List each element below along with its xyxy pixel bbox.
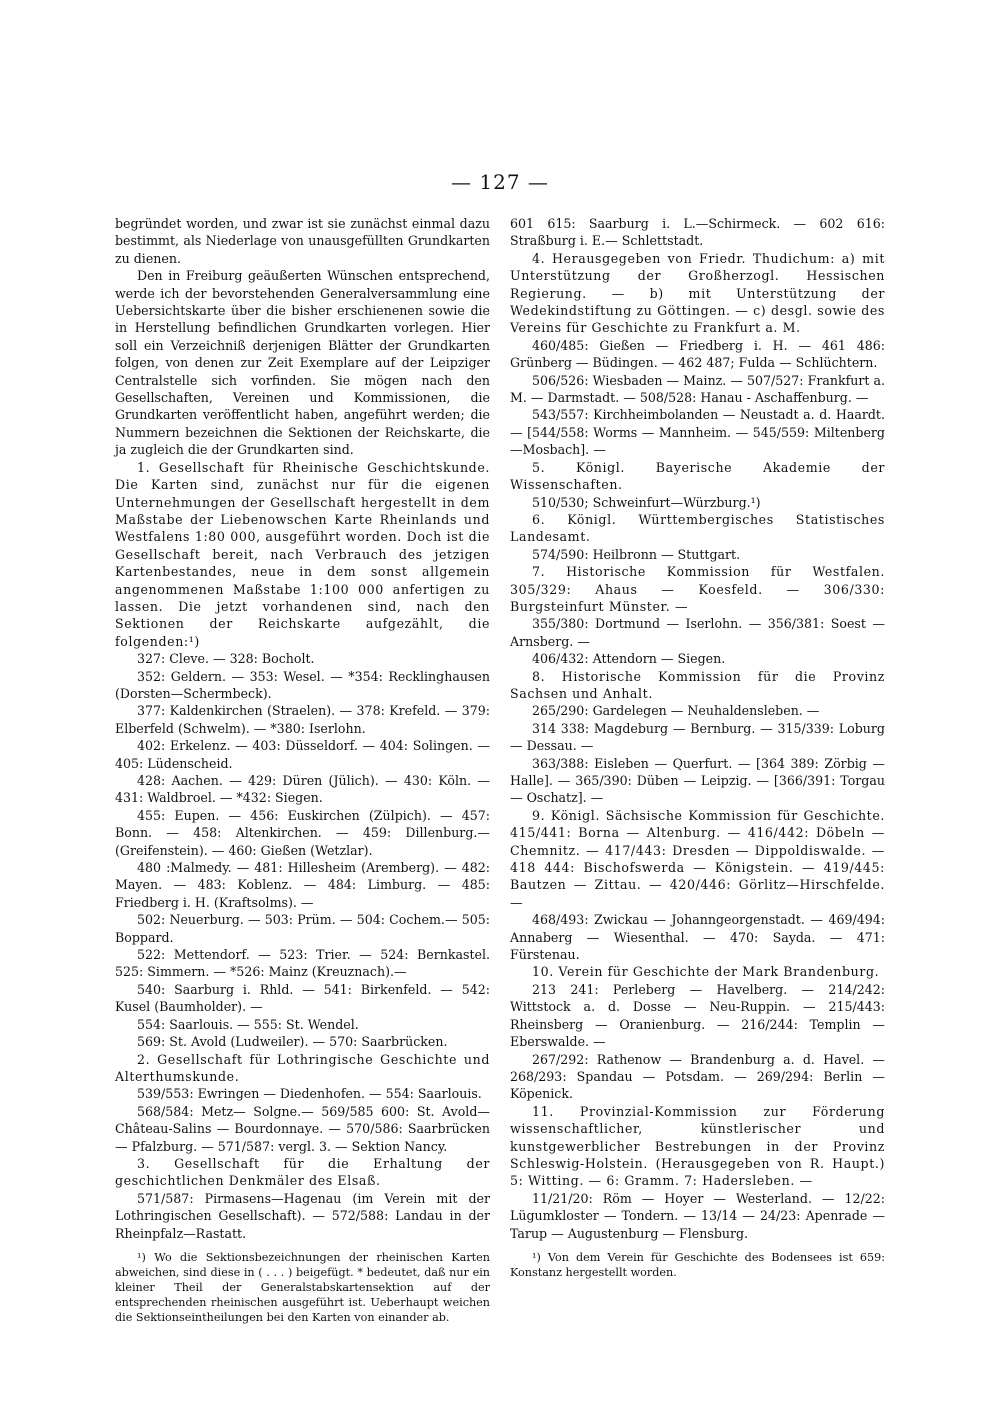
text-paragraph: begründet worden, und zwar ist sie zunächst einmal dazu bestimmt, als Niederlage von unausgefüllten Grundkarten zu dienen. [115, 216, 490, 266]
text-paragraph: 213 241: Perleberg — Havelberg. — 214/242: Wittstock a. d. Dosse — Neu-Ruppin. — 215/443: Rheinsberg — Oranienburg. — 216/244: Templin — Eberswalde. — [510, 981, 885, 1050]
section-heading-paragraph: 7. Historische Kommission für Westfalen. 305/329: Ahaus — Koesfeld. — 306/330: Burgsteinfurt Münster. — [510, 564, 885, 614]
text-paragraph: 267/292: Rathenow — Brandenburg a. d. Havel. — 268/293: Spandau — Potsdam. — 269/294: Berlin — Köpenick. [510, 1051, 885, 1102]
section-heading-paragraph: 10. Verein für Geschichte der Mark Brandenburg. [532, 964, 880, 980]
text-paragraph: 522: Mettendorf. — 523: Trier. — 524: Bernkastel. 525: Simmern. — *526: Mainz (Kreuznach).— [115, 947, 490, 980]
text-paragraph: 480 :Malmedy. — 481: Hillesheim (Aremberg). — 482: Mayen. — 483: Koblenz. — 484: Limburg. — 485: Friedberg i. H. (Kraftsolms). — [115, 860, 490, 910]
text-paragraph: 406/432: Attendorn — Siegen. [532, 651, 726, 667]
text-paragraph: 355/380: Dortmund — Iserlohn. — 356/381: Soest —Arnsberg. — [510, 616, 885, 649]
footnote-separator [510, 1242, 885, 1250]
page-number: — 127 — [451, 170, 549, 194]
text-paragraph: 11/21/20: Röm — Hoyer — Westerland. — 12/22: Lügumkloster — Tondern. — 13/14 — 24/23: Apenrade — Tarup — Augustenburg — Flensburg. [510, 1190, 885, 1241]
section-heading-paragraph: 1. Gesellschaft für Rheinische Geschichtskunde. Die Karten sind, zunächst nur für die eigenen Unternehmungen der Gesellschaft hergestellt in dem Maßstabe der Liebenowschen Karte Rheinlands und Westfalens 1:80 000, ausgeführt worden. Doch ist die Gesellschaft bereit, nach Verbrauch des jetzigen Kartenbestandes, neue in dem sonst allgemein angenommenen Maßstabe 1:100 000 anfertigen zu lassen. Die jetzt vorhandenen sind, nach den Sektionen der Reichskarte aufgezählt, die folgenden:¹) [115, 459, 490, 649]
text-paragraph: 327: Cleve. — 328: Bocholt. [137, 651, 315, 667]
text-paragraph: Den in Freiburg geäußerten Wünschen entsprechend, werde ich der bevorstehenden Generalversammlung eine Uebersichtskarte über die bisher erschienenen sowie die in Herstellung befindlichen Grundkarten vorlegen. Hier soll ein Verzeichniß derjenigen Blätter der Grundkarten folgen, von denen zur Zeit Exemplare auf der Leipziger Centralstelle sich vorfinden. Sie mögen nach den Gesellschaften, Vereinen und Kommissionen, die Grundkarten veröffentlicht haben, angeführt werden; die Nummern bezeichnen die Sektionen der Reichskarte, die ja zugleich die der Grundkarten sind. [115, 268, 490, 458]
section-heading-paragraph: 4. Herausgegeben von Friedr. Thudichum: a) mit Unterstützung der Großherzogl. Hessischen Regierung. — b) mit Unterstützung der Wedekindstiftung zu Göttingen. — c) desgl. sowie des Vereins für Geschichte zu Frankfurt a. M. [510, 250, 885, 336]
section-heading-paragraph: 3. Gesellschaft für die Erhaltung der geschichtlichen Denkmäler des Elsaß. [115, 1155, 490, 1189]
section-heading-paragraph: 5. Königl. Bayerische Akademie der Wissenschaften. [510, 459, 885, 493]
text-paragraph: 539/553: Ewringen — Diedenhofen. — 554: Saarlouis. [137, 1086, 482, 1102]
text-paragraph: 428: Aachen. — 429: Düren (Jülich). — 430: Köln. — 431: Waldbroel. — *432: Siegen. [115, 773, 490, 806]
text-paragraph: 510/530; Schweinfurt—Würzburg.¹) [532, 494, 761, 510]
text-paragraph: 568/584: Metz— Solgne.— 569/585 600: St. Avold— Château-Salins — Bourdonnaye. — 570/586: Saarbrücken — Pfalzburg. — 571/587: vergl. 3. — Sektion Nancy. [115, 1103, 490, 1154]
section-heading-paragraph: 2. Gesellschaft für Lothringische Geschichte und Alterthumskunde. [115, 1051, 490, 1084]
text-paragraph: 460/485: Gießen — Friedberg i. H. — 461 486: Grünberg — Büdingen. — 462 487; Fulda — Schlüchtern. [510, 337, 885, 371]
left-footnote: ¹) Wo die Sektionsbezeichnungen der rheinischen Karten abweichen, sind diese in ( . . . ) beigefügt. * bedeutet, daß nur ein kleiner Theil der Generalstabskartensektion auf der entsprechenden rheinischen ausgeführt ist. Ueberhaupt weichen die Sektionseintheilungen bei den Karten von einander ab. [115, 1250, 490, 1324]
text-paragraph: 377: Kaldenkirchen (Straelen). — 378: Krefeld. — 379: Elberfeld (Schwelm). — *380: Iserlohn. [115, 703, 490, 736]
text-paragraph: 363/388: Eisleben — Querfurt. — [364 389: Zörbig —Halle]. — 365/390: Düben — Leipzig. — [366/391: Torgau — Oschatz]. — [510, 755, 885, 806]
text-paragraph: 574/590: Heilbronn — Stuttgart. [532, 546, 741, 562]
right-footnote: ¹) Von dem Verein für Geschichte des Bodensees ist 659: Konstanz hergestellt worden. [510, 1250, 885, 1279]
text-paragraph: 543/557: Kirchheimbolanden — Neustadt a. d. Haardt. — [544/558: Worms — Mannheim. — 545/559: Miltenberg—Mosbach]. — [510, 407, 885, 458]
text-paragraph: 265/290: Gardelegen — Neuhaldensleben. — [532, 703, 820, 719]
text-paragraph: 601 615: Saarburg i. L.—Schirmeck. — 602 616: Straßburg i. E.— Schlettstadt. [510, 216, 885, 249]
text-paragraph: 455: Eupen. — 456: Euskirchen (Zülpich). — 457: Bonn. — 458: Altenkirchen. — 459: Dillenburg.— (Greifenstein). — 460: Gießen (Wetzlar). [115, 807, 490, 858]
right-paragraphs [510, 215, 885, 1242]
text-paragraph: 502: Neuerburg. — 503: Prüm. — 504: Cochem.— 505: Boppard. [115, 912, 490, 945]
section-heading-paragraph: 11. Provinzial-Kommission zur Förderung wissenschaftlicher, künstlerischer und kunstgewerblicher Bestrebungen in der Provinz Schleswig-Holstein. (Herausgegeben von R. Haupt.) 5: Witting. — 6: Gramm. 7: Hadersleben. — [510, 1103, 885, 1189]
section-heading-paragraph: 9. Königl. Sächsische Kommission für Geschichte. 415/441: Borna — Altenburg. — 416/442: Döbeln — Chemnitz. — 417/443: Dresden — Dippoldiswalde. — 418 444: Bischofswerda — Königstein. — 419/445: Bautzen — Zittau. — 420/446: Görlitz—Hirschfelde. — [510, 807, 885, 910]
text-paragraph: 506/526: Wiesbaden — Mainz. — 507/527: Frankfurt a. M. — Darmstadt. — 508/528: Hanau - Aschaffenburg. — [510, 372, 885, 406]
right-column [510, 215, 885, 1280]
text-paragraph: 569: St. Avold (Ludweiler). — 570: Saarbrücken. [137, 1034, 448, 1050]
text-paragraph: 554: Saarlouis. — 555: St. Wendel. [137, 1016, 359, 1032]
text-paragraph: 314 338: Magdeburg — Bernburg. — 315/339: Loburg — Dessau. — [510, 720, 885, 754]
section-heading-paragraph: 6. Königl. Württembergisches Statistisches Landesamt. [510, 511, 885, 545]
text-paragraph: 402: Erkelenz. — 403: Düsseldorf. — 404: Solingen. — 405: Lüdenscheid. [115, 738, 490, 771]
text-paragraph: 468/493: Zwickau — Johanngeorgenstadt. — 469/494: Annaberg — Wiesenthal. — 470: Sayda. — 471: Fürstenau. [510, 912, 885, 963]
text-paragraph: 540: Saarburg i. Rhld. — 541: Birkenfeld. — 542: Kusel (Baumholder). — [115, 981, 490, 1015]
left-column [115, 215, 490, 1325]
text-paragraph: 352: Geldern. — 353: Wesel. — *354: Recklinghausen (Dorsten—Schermbeck). [115, 668, 490, 701]
text-paragraph: 571/587: Pirmasens—Hagenau (im Verein mit der Lothringischen Gesellschaft). — 572/588: Landau in der Rheinpfalz—Rastatt. [115, 1190, 490, 1241]
section-heading-paragraph: 8. Historische Kommission für die Provinz Sachsen und Anhalt. [510, 668, 885, 701]
footnote-separator [115, 1242, 490, 1250]
left-paragraphs [115, 215, 490, 1242]
